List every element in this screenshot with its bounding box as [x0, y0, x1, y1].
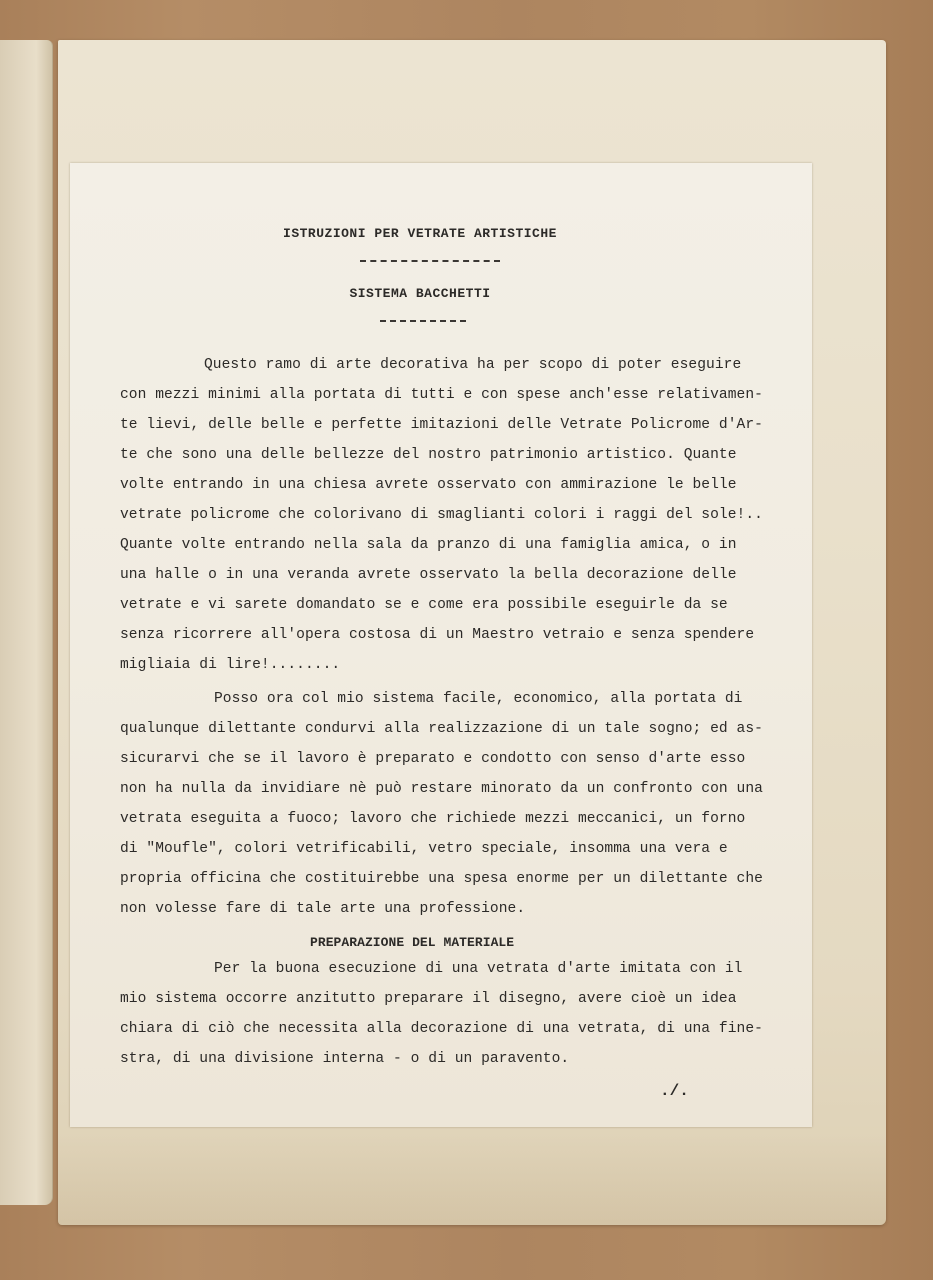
text-line: Posso ora col mio sistema facile, economico, alla portata di: [214, 691, 743, 707]
text-line: vetrate e vi sarete domandato se e come era possibile eseguirle da se: [120, 597, 728, 613]
text-line: vetrate policrome che colorivano di smaglianti colori i raggi del sole!..: [120, 507, 763, 523]
facing-page-edge: [0, 40, 53, 1205]
continuation-mark: ./.: [660, 1082, 689, 1100]
text-line: chiara di ciò che necessita alla decorazione di una vetrata, di una fine-: [120, 1021, 763, 1037]
text-line: vetrata eseguita a fuoco; lavoro che richiede mezzi meccanici, un forno: [120, 811, 746, 827]
text-line: migliaia di lire!........: [120, 657, 341, 673]
text-line: te lievi, delle belle e perfette imitazioni delle Vetrate Policrome d'Ar-: [120, 417, 763, 433]
text-line: qualunque dilettante condurvi alla realizzazione di un tale sogno; ed as-: [120, 721, 763, 737]
title-underline: [360, 260, 500, 262]
text-line: una halle o in una veranda avrete osservato la bella decorazione delle: [120, 567, 737, 583]
text-line: Per la buona esecuzione di una vetrata d'arte imitata con il: [214, 961, 743, 977]
text-line: non volesse fare di tale arte una professione.: [120, 901, 526, 917]
typed-instruction-sheet: [70, 163, 812, 1127]
document-subtitle: SISTEMA BACCHETTI: [349, 286, 491, 301]
text-line: volte entrando in una chiesa avrete osservato con ammirazione le belle: [120, 477, 737, 493]
text-line: senza ricorrere all'opera costosa di un Maestro vetraio e senza spendere: [120, 627, 755, 643]
section-heading: PREPARAZIONE DEL MATERIALE: [310, 935, 515, 950]
text-line: Quante volte entrando nella sala da pranzo di una famiglia amica, o in: [120, 537, 737, 553]
text-line: Questo ramo di arte decorativa ha per scopo di poter eseguire: [204, 357, 742, 373]
text-line: sicurarvi che se il lavoro è preparato e condotto con senso d'arte esso: [120, 751, 746, 767]
text-line: non ha nulla da invidiare nè può restare minorato da un confronto con una: [120, 781, 763, 797]
document-title: ISTRUZIONI PER VETRATE ARTISTICHE: [283, 226, 557, 241]
text-line: con mezzi minimi alla portata di tutti e con spese anch'esse relativamen-: [120, 387, 763, 403]
text-line: stra, di una divisione interna - o di un paravento.: [120, 1051, 570, 1067]
text-line: propria officina che costituirebbe una spesa enorme per un dilettante che: [120, 871, 763, 887]
subtitle-underline: [380, 320, 466, 322]
text-line: mio sistema occorre anzitutto preparare il disegno, avere cioè un idea: [120, 991, 737, 1007]
text-line: te che sono una delle bellezze del nostro patrimonio artistico. Quante: [120, 447, 737, 463]
text-line: di "Moufle", colori vetrificabili, vetro speciale, insomma una vera e: [120, 841, 728, 857]
